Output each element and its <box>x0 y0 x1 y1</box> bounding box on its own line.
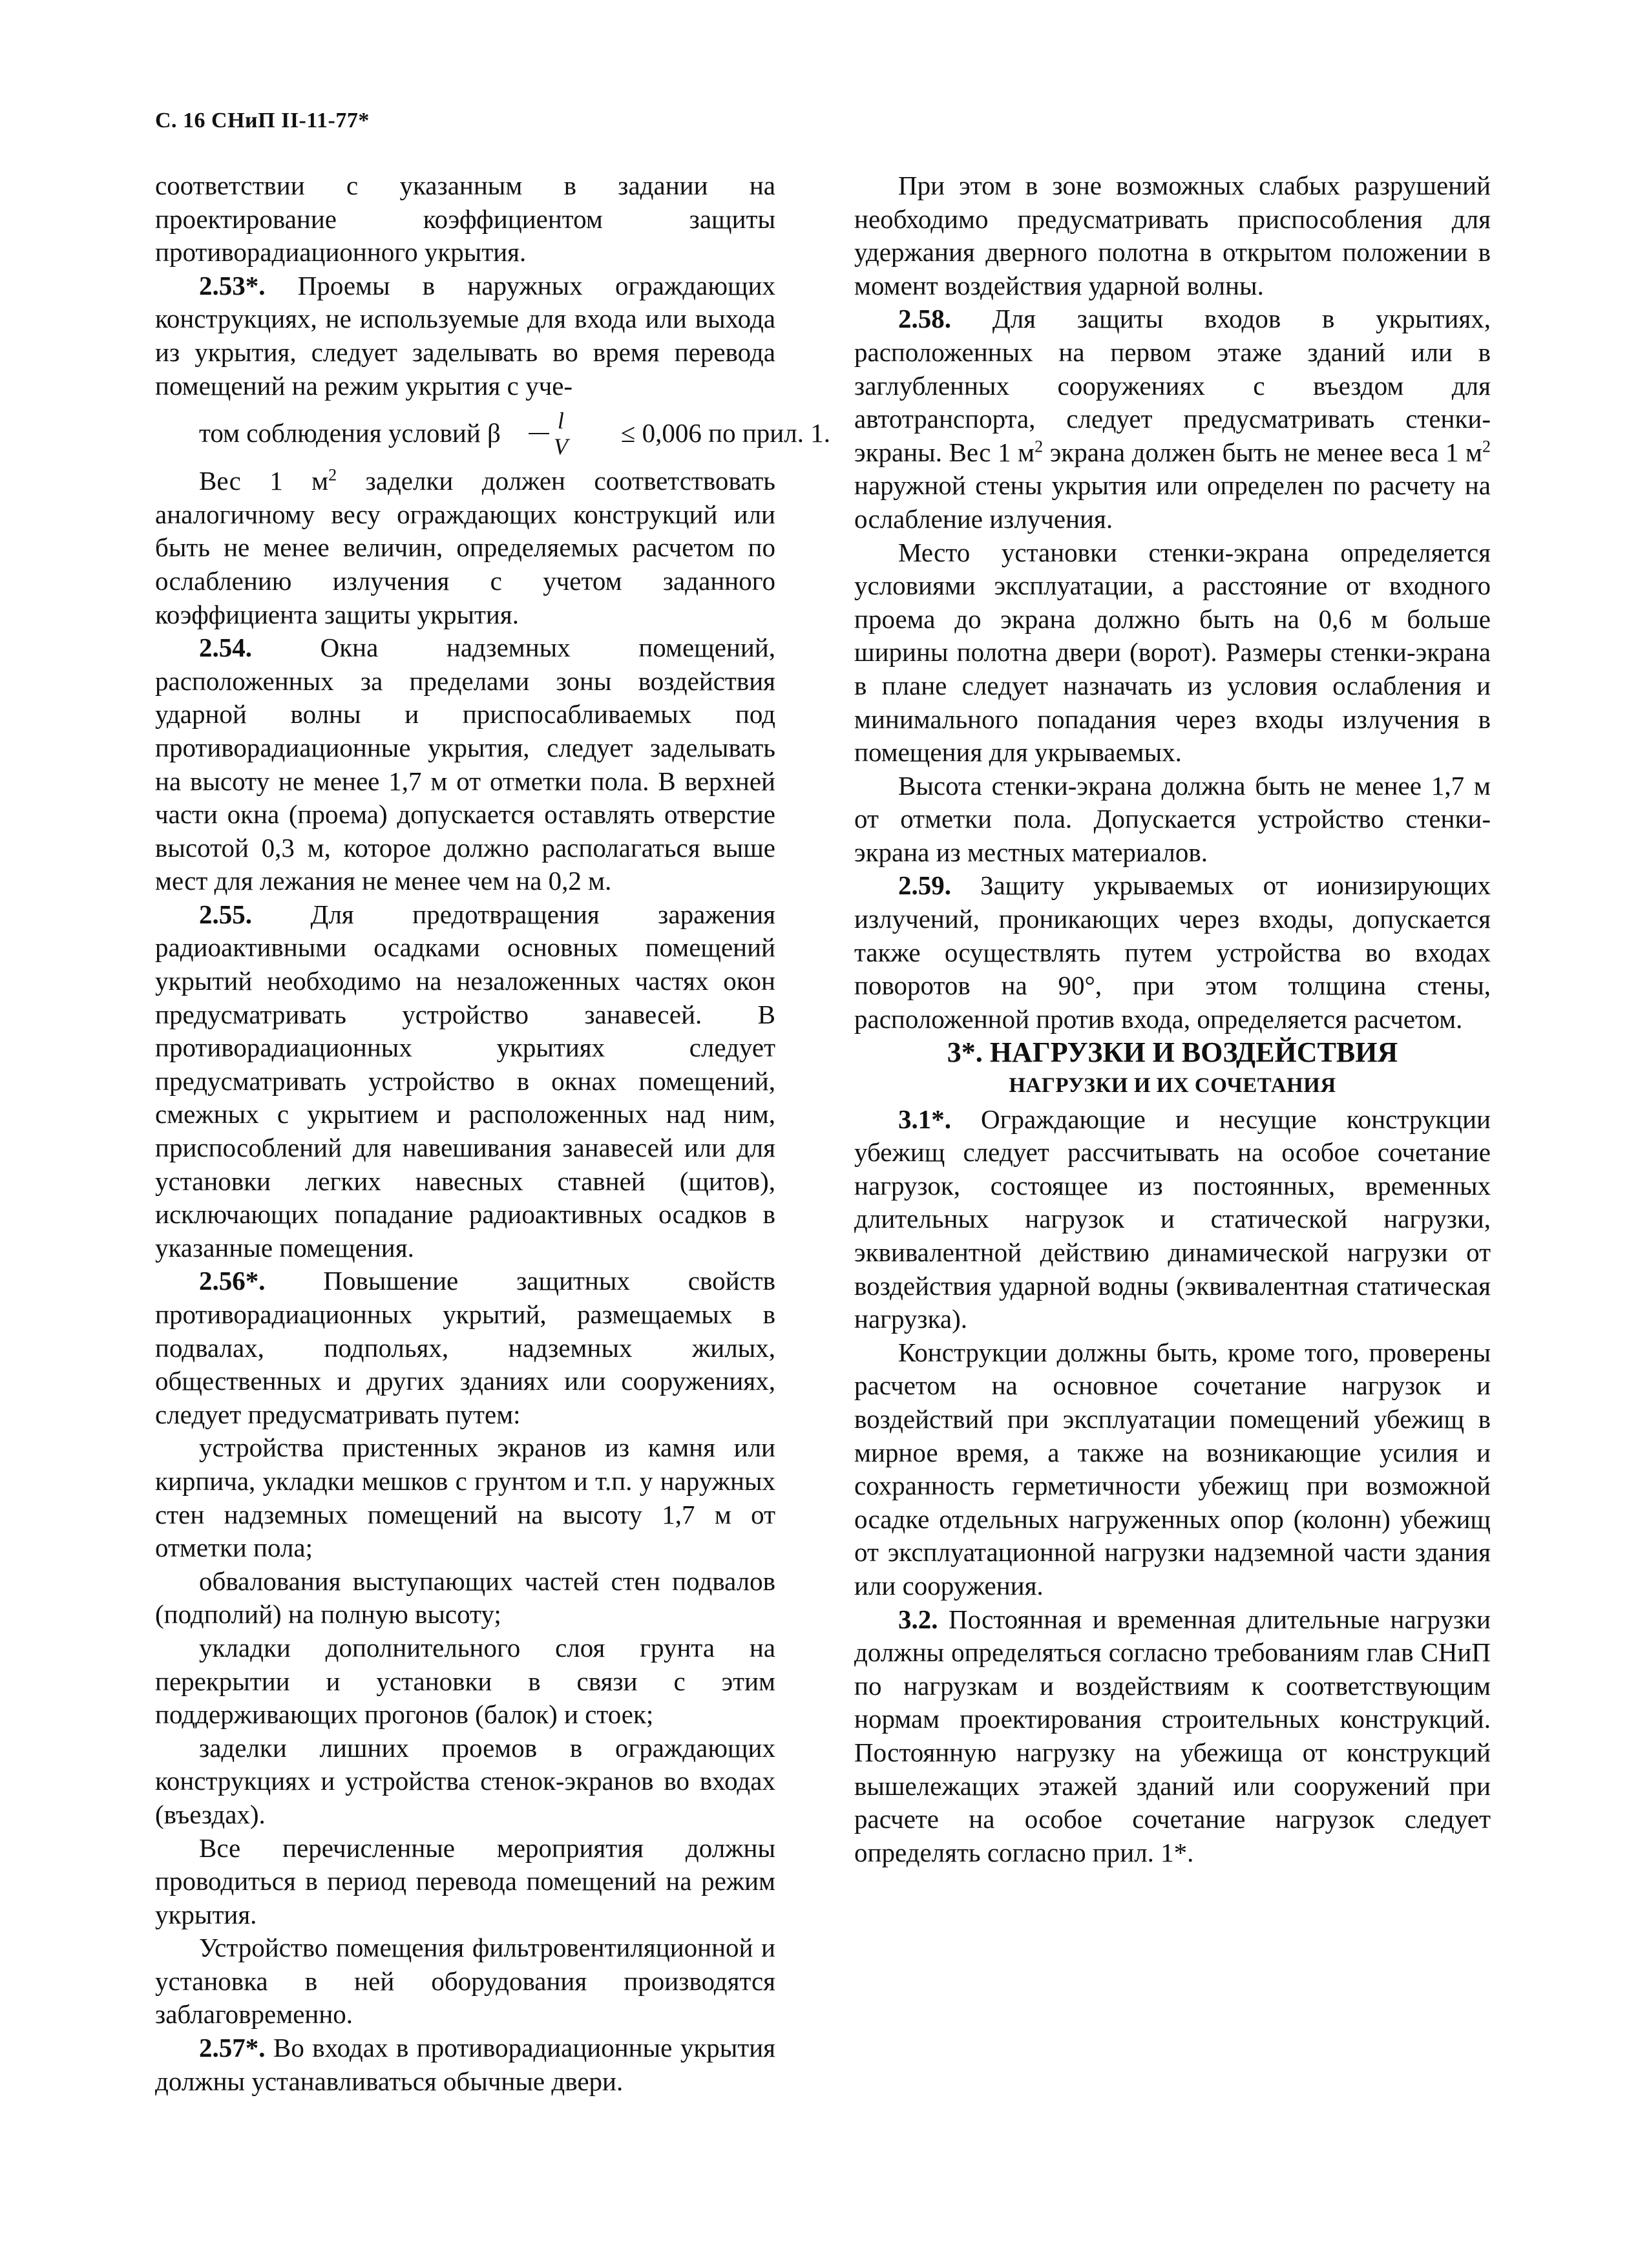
clause-number: 2.56*. <box>199 1266 266 1296</box>
clause-text: Во входах в противорадиационные укрытия должны устанавливаться обычные двери. <box>155 2033 775 2096</box>
paragraph: Все перечисленные мероприятия должны проводиться в период перевода помещений на режим укрытия. <box>155 1832 775 1929</box>
paragraph: Место установки стенки-экрана определяется условиями эксплуатации, а расстояние от входного проема до экрана должно быть на 0,6 м больше ширины полотна двери (ворот). Размеры стенки-экрана в плане следует назначать из условия ослабления и минимального попадания через входы излучения в помещения для укрываемых. <box>854 537 1491 768</box>
text-run: наружной стены укрытия или определен по расчету на ослабление излучения. <box>854 470 1491 534</box>
paragraph: Высота стенки-экрана должна быть не менее 1,7 м от отметки пола. Допускается устройство стенки-экрана из местных материалов. <box>854 770 1491 867</box>
paragraph: Конструкции должны быть, кроме того, проверены расчетом на основное сочетание нагрузок и воздействий при эксплуатации помещений убежищ в мирное время, а также на возникающие усилия и сохранность герметичности убежищ при возможной осадке отдельных нагруженных опор (колонн) убежищ от эксплуатационной нагрузки надземной части здания или сооружения. <box>854 1337 1491 1601</box>
clause-2-54 <box>155 631 775 898</box>
subsection-title: НАГРУЗКИ И ИХ СОЧЕТАНИЯ <box>1009 1074 1336 1098</box>
superscript: 2 <box>1482 437 1491 456</box>
clause-number: 2.53*. <box>199 270 266 300</box>
clause-text: Для предотвращения заражения радиоактивными осадками основных помещений укрытий необходимо на незаложенных частях окон предусматривать устройство занавесей. В противорадиационных укрытиях следует предусматривать устройство в окнах помещений, смежных с укрытием и расположенных над ним, приспособлений для навешивания занавесей или для установки легких навесных ставней (щитов), исключающих попадание радиоактивных осадков в указанные помещения. <box>155 899 775 1263</box>
section-title: 3*. НАГРУЗКИ И ВОЗДЕЙСТВИЯ <box>947 1036 1398 1069</box>
clause-2-57 <box>155 2032 775 2098</box>
list-item: устройства пристенных экранов из камня или кирпича, укладки мешков с грунтом и т.п. у наружных стен надземных помещений на высоту 1,7 м от отметки пола; <box>155 1433 775 1563</box>
clause-3-2 <box>854 1603 1491 1870</box>
clause-2-53 <box>155 269 775 403</box>
clause-number: 2.58. <box>898 304 951 334</box>
text-run: Вес 1 м <box>199 466 329 496</box>
clause-number: 3.2. <box>898 1604 938 1634</box>
page-header: С. 16 СНиП II-11-77* <box>155 109 370 132</box>
fraction-numerator: l <box>557 408 564 434</box>
clause-text: Ограждающие и несущие конструкции убежищ следует рассчитывать на особое сочетание нагрузок, состоящее из постоянных, временных длительных нагрузок и статической нагрузки, эквивалентной действию динамической нагрузки от воздействия ударной водны (эквивалентная статическая нагрузка). <box>854 1104 1491 1334</box>
clause-2-59 <box>854 869 1491 1036</box>
paragraph: Устройство помещения фильтровентиляционной и установка в ней оборудования производятся заблаговременно. <box>155 1933 775 2030</box>
clause-text: Проемы в наружных ограждающих конструкциях, не используемые для входа или выхода из укрытия, следует заделывать во время перевода помещений на режим укрытия с уче- <box>155 270 775 401</box>
fraction-denominator: V <box>553 434 568 460</box>
clause-2-55 <box>155 898 775 1265</box>
clause-number: 2.57*. <box>199 2033 266 2063</box>
paragraph <box>155 465 775 631</box>
clause-text: Окна надземных помещений, расположенных за пределами зоны воздействия ударной волны и приспосабливаемых под противорадиационные укрытия, следует заделывать на высоту не менее 1,7 м от отметки пола. В верхней части окна (проема) допускается оставлять отверстие высотой 0,3 м, которое должно располагаться выше мест для лежания не менее чем на 0,2 м. <box>155 633 775 896</box>
clause-text: Постоянная и временная длительные нагрузки должны определяться согласно требованиям глав СНиП по нагрузкам и воздействиям к соответствующим нормам проектирования строительных конструкций. Постоянную нагрузку на убежища от конструкций вышележащих этажей зданий или сооружений при расчете на особое сочетание нагрузок следует определять согласно прил. 1*. <box>854 1604 1491 1867</box>
clause-number: 2.55. <box>199 899 252 929</box>
list-item: укладки дополнительного слоя грунта на перекрытии и установки в связи с этим поддерживающих прогонов (балок) и стоек; <box>155 1632 775 1730</box>
text-run: экрана должен быть не менее веса 1 м <box>1043 437 1482 467</box>
fraction <box>510 408 568 459</box>
superscript: 2 <box>328 465 337 485</box>
clause-number: 3.1*. <box>898 1104 951 1134</box>
list-item: обвалования выступающих частей стен подвалов (подполий) на полную высоту; <box>155 1566 775 1630</box>
clause-2-58 <box>854 302 1491 536</box>
formula-line <box>155 403 830 465</box>
clause-text: Защиту укрываемых от ионизирующих излучений, проникающих через входы, допускается также осуществлять путем устройства во входах поворотов на 90°, при этом толщина стены, расположенной против входа, определяется расчетом. <box>854 870 1491 1034</box>
clause-text: Повышение защитных свойств противорадиационных укрытий, размещаемых в подвалах, подпольях, надземных жилых, общественных и других зданиях или сооружениях, следует предусматривать путем: <box>155 1266 775 1429</box>
left-column <box>155 169 830 2098</box>
formula-before: том соблюдения условий β <box>199 418 501 448</box>
clause-number: 2.59. <box>898 870 951 901</box>
right-column <box>854 169 1491 1869</box>
superscript: 2 <box>1035 437 1044 456</box>
clause-2-56 <box>155 1265 775 1431</box>
list-item: заделки лишних проемов в ограждающих конструкциях и устройства стенок-экранов во входах (въездах). <box>155 1732 775 1829</box>
clause-number: 2.54. <box>199 633 252 663</box>
formula-after: ≤ 0,006 по прил. 1. <box>620 418 830 448</box>
paragraph: При этом в зоне возможных слабых разрушений необходимо предусматривать приспособления для удержания дверного полотна в открытом положении в момент воздействия ударной волны. <box>854 171 1491 300</box>
text-run: заделки должен соответствовать аналогичному весу ограждающих конструкций или быть не менее величин, определяемых расчетом по ослаблению излучения с учетом заданного коэффициента защиты укрытия. <box>155 466 775 629</box>
paragraph: соответствии с указанным в задании на проектирование коэффициентом защиты противорадиационного укрытия. <box>155 171 775 268</box>
text-run: Для защиты входов в укрытиях, расположенных на первом этаже зданий или в заглубленных сооружениях с въездом для автотранспорта, следует предусматривать стенки-экраны. Вес 1 м <box>854 304 1491 467</box>
clause-3-1 <box>854 1103 1491 1336</box>
